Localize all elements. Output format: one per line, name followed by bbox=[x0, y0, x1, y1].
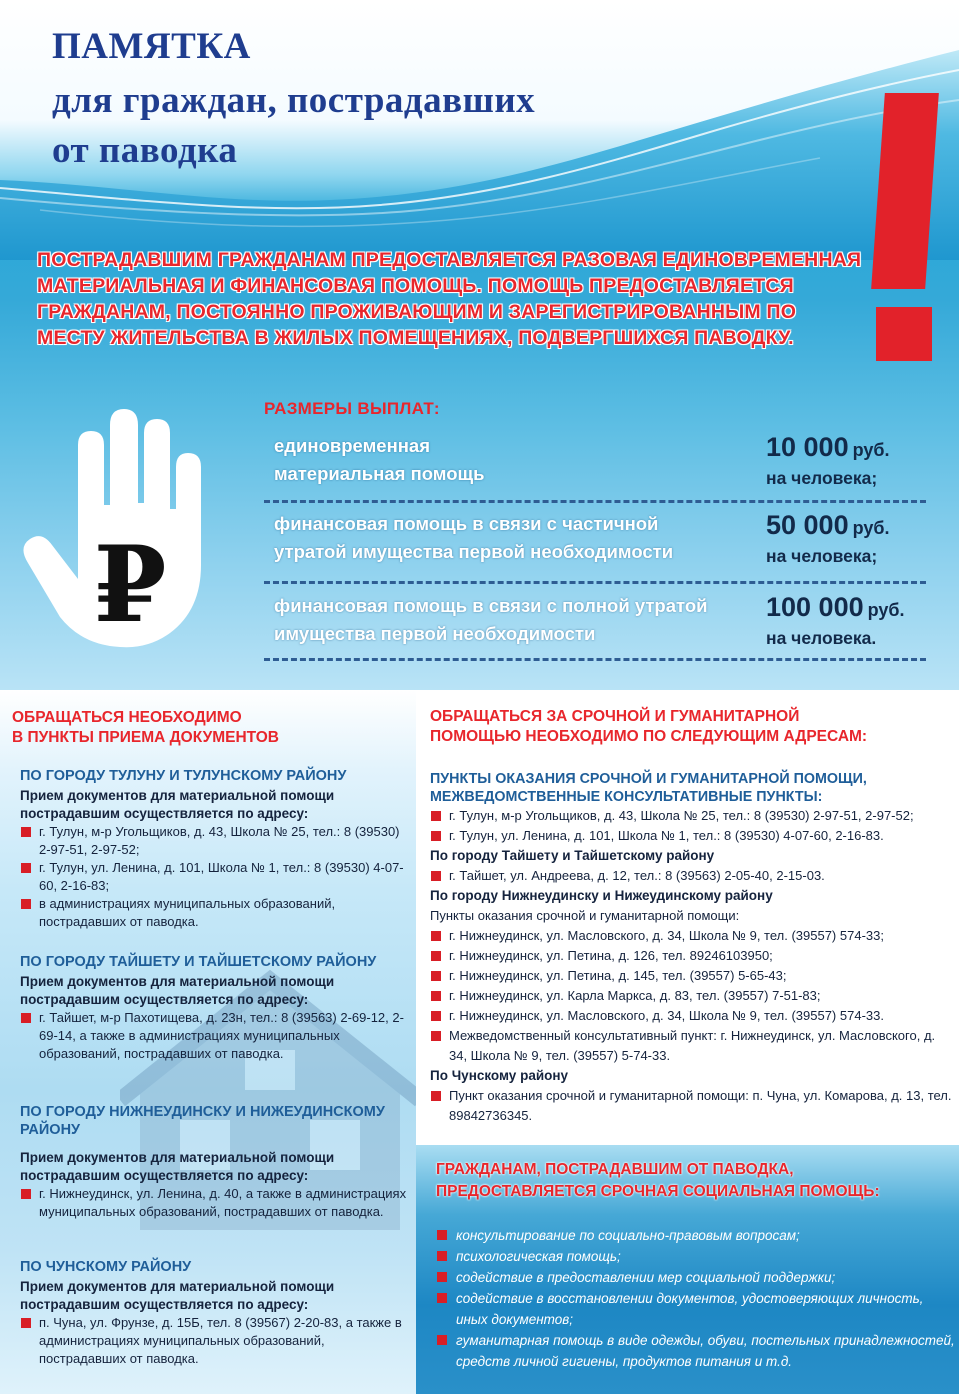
left-title-line: ОБРАЩАТЬСЯ НЕОБХОДИМО bbox=[12, 709, 242, 726]
list-item bbox=[436, 1267, 956, 1288]
payment-description bbox=[274, 592, 754, 648]
red-square-bullet bbox=[431, 971, 441, 981]
list-item-text: Пункт оказания срочной и гуманитарной помощи: п. Чуна, ул. Комарова, д. 13, тел. 89842736345. bbox=[449, 1088, 952, 1123]
list-item bbox=[20, 859, 412, 895]
page-title-line-2: для граждан, пострадавших bbox=[52, 80, 536, 121]
subsection-title: По городу Тайшету и Тайшетскому району bbox=[430, 848, 715, 863]
page-title-line-3: от паводка bbox=[52, 130, 238, 171]
red-square-bullet bbox=[21, 899, 31, 909]
payments-title: РАЗМЕРЫ ВЫПЛАТ: bbox=[264, 399, 440, 418]
red-square-bullet bbox=[437, 1230, 447, 1240]
red-square-bullet bbox=[21, 863, 31, 873]
payment-desc-line: финансовая помощь в связи с полной утратой bbox=[274, 595, 708, 616]
left-section-chuna bbox=[20, 1258, 412, 1368]
red-square-bullet bbox=[21, 1189, 31, 1199]
list-item bbox=[436, 1288, 956, 1330]
left-section-nizhneudinsk bbox=[20, 1103, 412, 1221]
aid-points-list bbox=[430, 770, 955, 1126]
list-item bbox=[430, 926, 955, 946]
red-square-bullet bbox=[431, 1091, 441, 1101]
intro-text: ПОСТРАДАВШИМ ГРАЖДАНАМ ПРЕДОСТАВЛЯЕТСЯ РАЗОВАЯ ЕДИНОВРЕМЕННАЯ МАТЕРИАЛЬНАЯ И ФИНАНСОВАЯ ПОМОЩЬ. ПОМОЩЬ ПРЕДОСТАВЛЯЕТСЯ ГРАЖДАНАМ, ПОСТОЯННО ПРОЖИВАЮЩИМ И ЗАРЕГИСТРИРОВАННЫМ ПО МЕСТУ ЖИТЕЛЬСТВА В ЖИЛЫХ ПОМЕЩЕНИЯХ, ПОДВЕРГШИХСЯ ПАВОДКУ. bbox=[37, 249, 862, 349]
red-square-bullet bbox=[431, 831, 441, 841]
list-item bbox=[20, 1009, 412, 1063]
exclamation-dot bbox=[876, 307, 932, 361]
list-item bbox=[430, 1086, 955, 1126]
payment-currency: руб. bbox=[852, 440, 890, 460]
list-item-text: Межведомственный консультативный пункт: г. Нижнеудинск, ул. Масловского, д. 34, Школа № 9, тел. (39557) 5-74-33. bbox=[449, 1028, 936, 1063]
section-subtitle: Прием документов для материальной помощи пострадавшим осуществляется по адресу: bbox=[20, 974, 335, 1007]
right-column-aid-addresses bbox=[416, 690, 959, 1145]
section-title: ПО ЧУНСКОМУ РАЙОНУ bbox=[20, 1259, 192, 1275]
social-help-box bbox=[416, 1145, 959, 1394]
social-help-list bbox=[436, 1225, 956, 1372]
list-item bbox=[20, 1185, 412, 1221]
red-square-bullet bbox=[437, 1293, 447, 1303]
section-title: ПУНКТЫ ОКАЗАНИЯ СРОЧНОЙ И ГУМАНИТАРНОЙ ПОМОЩИ, МЕЖВЕДОМСТВЕННЫЕ КОНСУЛЬТАТИВНЫЕ ПУНКТЫ: bbox=[430, 771, 867, 805]
left-column-document-points bbox=[0, 690, 416, 1394]
section-subtitle: Прием документов для материальной помощи пострадавшим осуществляется по адресу: bbox=[20, 788, 335, 821]
red-square-bullet bbox=[431, 991, 441, 1001]
list-item bbox=[430, 826, 955, 846]
left-section-tulun bbox=[20, 767, 412, 931]
page-title-line-1: ПАМЯТКА bbox=[52, 26, 251, 67]
payment-currency: руб. bbox=[867, 600, 905, 620]
red-square-bullet bbox=[21, 827, 31, 837]
red-square-bullet bbox=[21, 1013, 31, 1023]
list-item-text: г. Нижнеудинск, ул. Петина, д. 145, тел. (39557) 5-65-43; bbox=[449, 968, 787, 983]
red-square-bullet bbox=[431, 1031, 441, 1041]
red-square-bullet bbox=[431, 871, 441, 881]
list-item bbox=[436, 1246, 956, 1267]
section-subtitle: Прием документов для материальной помощи пострадавшим осуществляется по адресу: bbox=[20, 1150, 335, 1183]
list-item-text: гуманитарная помощь в виде одежды, обуви, постельных принадлежностей, средств личной гигиены, продуктов питания и т.д. bbox=[456, 1333, 955, 1369]
list-item-text: г. Тайшет, ул. Андреева, д. 12, тел.: 8 (39563) 2-05-40, 2-15-03. bbox=[449, 868, 825, 883]
payment-divider bbox=[264, 581, 926, 584]
payment-per-person: на человека; bbox=[766, 468, 878, 488]
top-banner bbox=[0, 0, 959, 690]
payment-amount-value: 100 000 bbox=[766, 592, 864, 622]
list-item bbox=[430, 1006, 955, 1026]
payment-per-person: на человека. bbox=[766, 628, 877, 648]
list-item-text: содействие в предоставлении мер социальной поддержки; bbox=[456, 1270, 836, 1285]
list-item bbox=[430, 866, 955, 886]
red-square-bullet bbox=[431, 1011, 441, 1021]
list-item-text: психологическая помощь; bbox=[456, 1249, 621, 1264]
payment-description bbox=[274, 432, 754, 488]
list-item bbox=[20, 895, 412, 931]
section-title: ПО ГОРОДУ НИЖНЕУДИНСКУ И НИЖЕУДИНСКОМУ РАЙОНУ bbox=[20, 1104, 385, 1138]
list-item-text: п. Чуна, ул. Фрунзе, д. 15Б, тел. 8 (39567) 2-20-83, а также в администрациях муниципальных образований, пострадавших от паводка. bbox=[39, 1315, 402, 1366]
list-item-text: г. Тулун, м-р Угольщиков, д. 43, Школа № 25, тел.: 8 (39530) 2-97-51, 2-97-52; bbox=[449, 808, 914, 823]
list-item bbox=[436, 1330, 956, 1372]
payment-divider bbox=[264, 500, 926, 503]
list-item bbox=[436, 1225, 956, 1246]
payment-amount bbox=[766, 510, 889, 541]
red-square-bullet bbox=[21, 1318, 31, 1328]
subsection-title: По Чунскому району bbox=[430, 1068, 569, 1083]
list-item-text: в администрациях муниципальных образований, пострадавших от паводка. bbox=[39, 896, 336, 929]
payment-divider bbox=[264, 658, 926, 661]
payment-amount bbox=[766, 592, 905, 623]
red-square-bullet bbox=[437, 1272, 447, 1282]
section-title: ПО ГОРОДУ ТАЙШЕТУ И ТАЙШЕТСКОМУ РАЙОНУ bbox=[20, 954, 377, 970]
left-section-taishet bbox=[20, 953, 412, 1063]
list-item-text: консультирование по социально-правовым вопросам; bbox=[456, 1228, 800, 1243]
left-title-line: В ПУНКТЫ ПРИЕМА ДОКУМЕНТОВ bbox=[12, 729, 280, 746]
payment-amount-value: 50 000 bbox=[766, 510, 849, 540]
subsection-note: Пункты оказания срочной и гуманитарной помощи: bbox=[430, 908, 740, 923]
list-item-text: г. Нижнеудинск, ул. Масловского, д. 34, Школа № 9, тел. (39557) 574-33; bbox=[449, 928, 884, 943]
list-item-text: г. Нижнеудинск, ул. Петина, д. 126, тел. 89246103950; bbox=[449, 948, 773, 963]
subsection-title: По городу Нижнеудинску и Нижеудинскому району bbox=[430, 888, 773, 903]
list-item bbox=[20, 1314, 412, 1368]
list-item bbox=[430, 946, 955, 966]
right-title-line: ОБРАЩАТЬСЯ ЗА СРОЧНОЙ И ГУМАНИТАРНОЙ bbox=[430, 708, 800, 725]
payment-description bbox=[274, 510, 754, 566]
social-help-title bbox=[436, 1159, 956, 1203]
list-item bbox=[20, 823, 412, 859]
ruble-symbol: ₽ bbox=[93, 527, 167, 644]
red-square-bullet bbox=[437, 1251, 447, 1261]
payment-per-person: на человека; bbox=[766, 546, 878, 566]
red-square-bullet bbox=[437, 1335, 447, 1345]
right-title-line: ПОМОЩЬЮ НЕОБХОДИМО ПО СЛЕДУЮЩИМ АДРЕСАМ: bbox=[430, 728, 868, 745]
social-title-line: ГРАЖДАНАМ, ПОСТРАДАВШИМ ОТ ПАВОДКА, bbox=[436, 1161, 794, 1178]
list-item-text: г. Тулун, м-р Угольщиков, д. 43, Школа № 25, тел.: 8 (39530) 2-97-51, 2-97-52; bbox=[39, 824, 400, 857]
section-title: ПО ГОРОДУ ТУЛУНУ И ТУЛУНСКОМУ РАЙОНУ bbox=[20, 768, 347, 784]
list-item bbox=[430, 806, 955, 826]
red-square-bullet bbox=[431, 811, 441, 821]
payment-amount-value: 10 000 bbox=[766, 432, 849, 462]
list-item-text: г. Нижнеудинск, ул. Карла Маркса, д. 83, тел. (39557) 7-51-83; bbox=[449, 988, 821, 1003]
list-item bbox=[430, 966, 955, 986]
payment-desc-line: финансовая помощь в связи с частичной bbox=[274, 513, 659, 534]
payment-currency: руб. bbox=[852, 518, 890, 538]
list-item-text: г. Тулун, ул. Ленина, д. 101, Школа № 1, тел.: 8 (39530) 4-07-60, 2-16-83; bbox=[39, 860, 404, 893]
right-column-title bbox=[430, 707, 955, 747]
payment-desc-line: имущества первой необходимости bbox=[274, 623, 596, 644]
list-item-text: г. Тайшет, м-р Пахотищева, д. 23н, тел.: 8 (39563) 2-69-12, 2-69-14, а также в администрациях муниципальных образований, пострадавших от паводка. bbox=[39, 1010, 404, 1061]
payment-row bbox=[264, 510, 929, 590]
payment-amount bbox=[766, 432, 889, 463]
social-title-line: ПРЕДОСТАВЛЯЕТСЯ СРОЧНАЯ СОЦИАЛЬНАЯ ПОМОЩЬ: bbox=[436, 1183, 880, 1200]
payment-desc-line: единовременная bbox=[274, 435, 431, 456]
list-item bbox=[430, 986, 955, 1006]
list-item bbox=[430, 1026, 955, 1066]
list-item-text: содействие в восстановлении документов, удостоверяющих личность, иных документов; bbox=[456, 1291, 924, 1327]
left-column-title bbox=[12, 708, 412, 748]
payment-desc-line: материальная помощь bbox=[274, 463, 485, 484]
payment-desc-line: утратой имущества первой необходимости bbox=[274, 541, 674, 562]
section-subtitle: Прием документов для материальной помощи пострадавшим осуществляется по адресу: bbox=[20, 1279, 335, 1312]
red-square-bullet bbox=[431, 931, 441, 941]
list-item-text: г. Нижнеудинск, ул. Ленина, д. 40, а также в администрациях муниципальных образований, пострадавших от паводка. bbox=[39, 1186, 407, 1219]
list-item-text: г. Тулун, ул. Ленина, д. 101, Школа № 1, тел.: 8 (39530) 4-07-60, 2-16-83. bbox=[449, 828, 884, 843]
red-square-bullet bbox=[431, 951, 441, 961]
hand-ruble-icon bbox=[20, 405, 220, 650]
list-item-text: г. Нижнеудинск, ул. Масловского, д. 34, Школа № 9, тел. (39557) 574-33. bbox=[449, 1008, 884, 1023]
